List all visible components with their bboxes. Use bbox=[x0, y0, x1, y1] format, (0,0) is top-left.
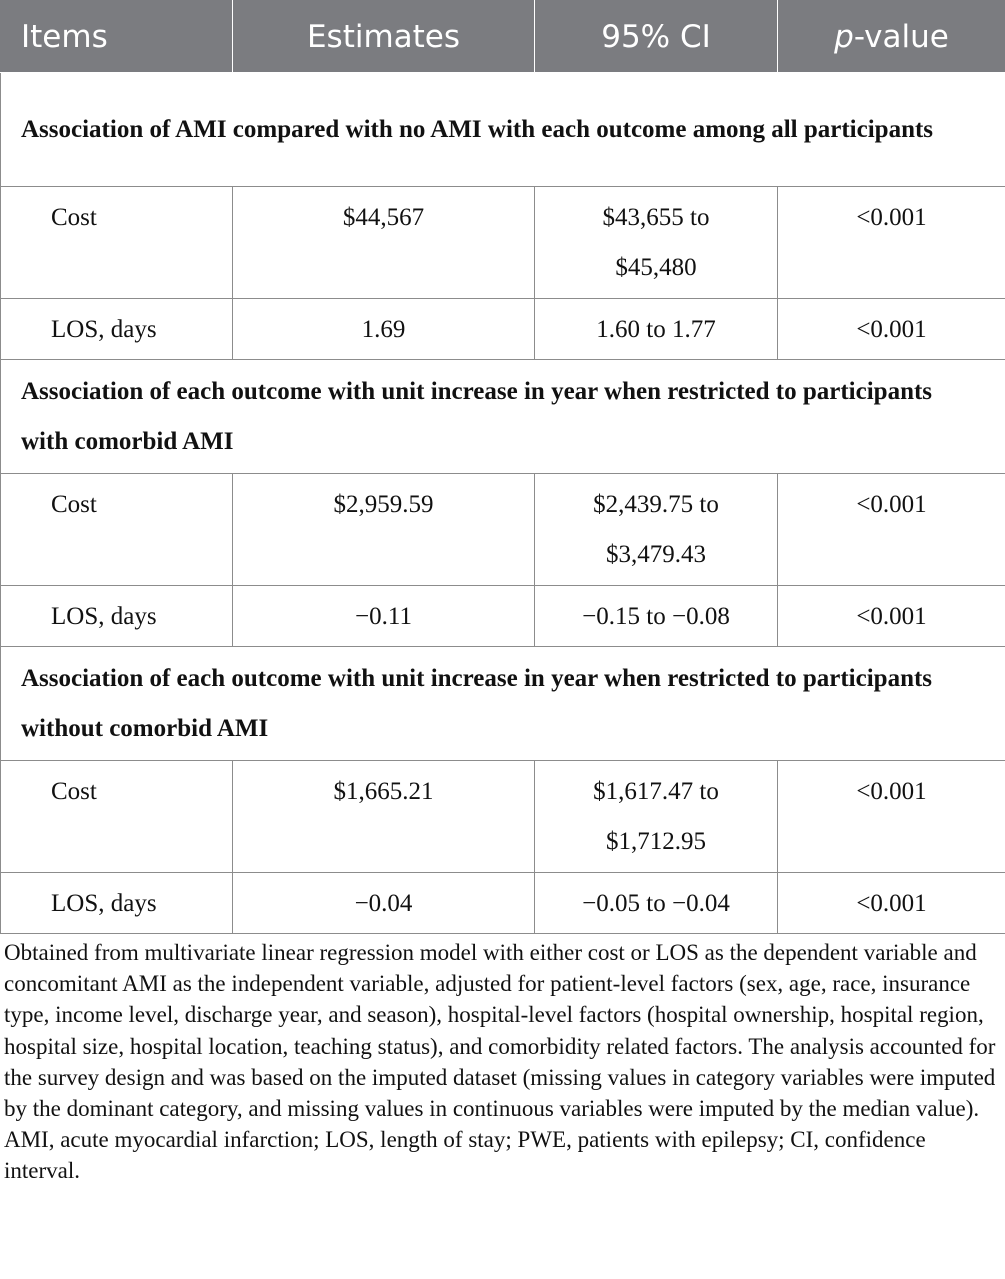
table-row bbox=[1, 299, 1005, 360]
table-row bbox=[1, 474, 1005, 586]
header-p-suffix: -value bbox=[853, 18, 949, 55]
table-row bbox=[1, 873, 1005, 934]
cell-item: LOS, days bbox=[1, 873, 233, 934]
cell-p: <0.001 bbox=[778, 474, 1005, 586]
cell-ci bbox=[535, 187, 778, 299]
cell-item: Cost bbox=[1, 761, 233, 873]
cell-ci bbox=[535, 761, 778, 873]
header-p-italic: p bbox=[834, 18, 854, 55]
section-row bbox=[1, 647, 1005, 761]
ci-line: $1,712.95 bbox=[606, 828, 706, 855]
cell-estimate: 1.69 bbox=[233, 299, 535, 360]
header-estimates: Estimates bbox=[233, 1, 535, 73]
cell-estimate: −0.04 bbox=[233, 873, 535, 934]
table-row bbox=[1, 761, 1005, 873]
cell-estimate: $1,665.21 bbox=[233, 761, 535, 873]
cell-p: <0.001 bbox=[778, 299, 1005, 360]
table-row bbox=[1, 187, 1005, 299]
header-p-value bbox=[778, 1, 1005, 73]
cell-estimate: $2,959.59 bbox=[233, 474, 535, 586]
table-footnote: Obtained from multivariate linear regression model with either cost or LOS as the dependent variable and concomitant AMI as the independent variable, adjusted for patient-level factors (sex, age, race, insurance type, income level, discharge year, and season), hospital-level factors (hospital ownership, hospital region, hospital size, hospital location, teaching status), and comorbidity related factors. The analysis accounted for the survey design and was based on the imputed dataset (missing values in category variables were imputed by the dominant category, and missing values in continuous variables were imputed by the median value). AMI, acute myocardial infarction; LOS, length of stay; PWE, patients with epilepsy; CI, confidence interval. bbox=[4, 940, 996, 1184]
cell-item: Cost bbox=[1, 187, 233, 299]
ci-line: $45,480 bbox=[615, 254, 697, 281]
ci-line: $43,655 to bbox=[602, 204, 710, 231]
cell-p: <0.001 bbox=[778, 873, 1005, 934]
cell-item: LOS, days bbox=[1, 586, 233, 647]
header-items: Items bbox=[1, 1, 233, 73]
cell-item: Cost bbox=[1, 474, 233, 586]
cell-ci: 1.60 to 1.77 bbox=[535, 299, 778, 360]
cell-ci bbox=[535, 474, 778, 586]
ci-line: $2,439.75 to bbox=[593, 491, 719, 518]
cell-p: <0.001 bbox=[778, 761, 1005, 873]
ci-line: $1,617.47 to bbox=[593, 778, 719, 805]
section-title: Association of AMI compared with no AMI with each outcome among all participants bbox=[1, 73, 1005, 187]
section-row bbox=[1, 73, 1005, 187]
table-header bbox=[1, 1, 1005, 73]
cell-p: <0.001 bbox=[778, 586, 1005, 647]
cell-p: <0.001 bbox=[778, 187, 1005, 299]
section-row bbox=[1, 360, 1005, 474]
cell-item: LOS, days bbox=[1, 299, 233, 360]
table-row bbox=[1, 586, 1005, 647]
cell-estimate: $44,567 bbox=[233, 187, 535, 299]
cell-ci: −0.05 to −0.04 bbox=[535, 873, 778, 934]
section-title: Association of each outcome with unit increase in year when restricted to participants without comorbid AMI bbox=[1, 647, 1005, 761]
cell-estimate: −0.11 bbox=[233, 586, 535, 647]
section-title: Association of each outcome with unit increase in year when restricted to participants with comorbid AMI bbox=[1, 360, 1005, 474]
header-ci: 95% CI bbox=[535, 1, 778, 73]
cell-ci: −0.15 to −0.08 bbox=[535, 586, 778, 647]
ci-line: $3,479.43 bbox=[606, 541, 706, 568]
